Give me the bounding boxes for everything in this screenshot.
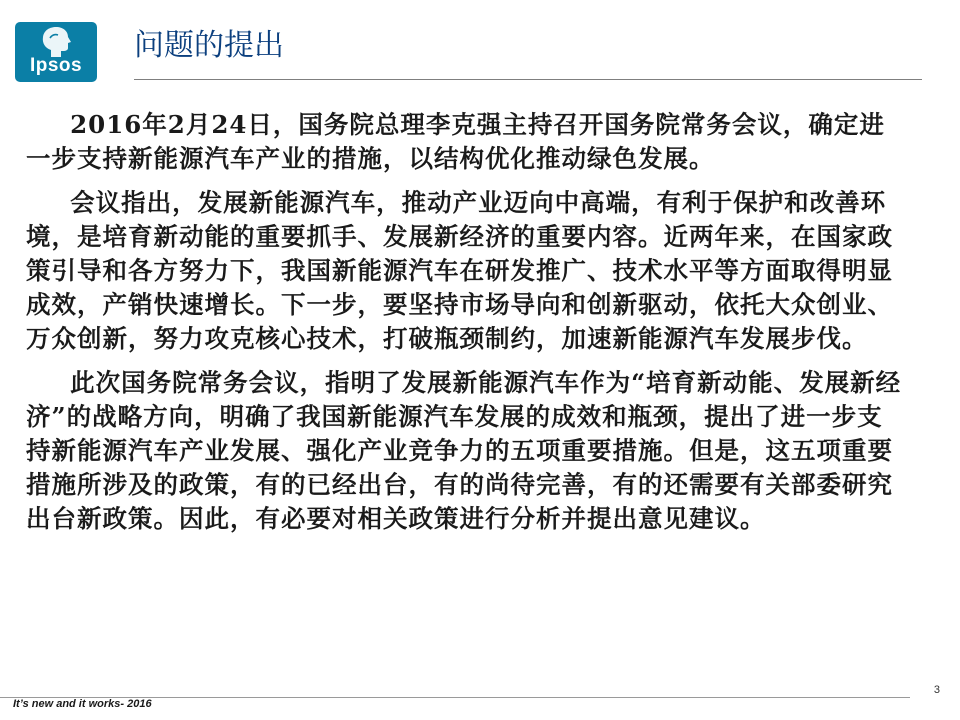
paragraph-1: 2016年2月24日，国务院总理李克强主持召开国务院常务会议，确定进一步支持新能源汽车产业的措施，以结构优化推动绿色发展。 <box>26 110 885 173</box>
slide-body <box>26 108 906 546</box>
title-divider <box>134 79 922 80</box>
ipsos-logo <box>15 22 97 82</box>
page-title: 问题的提出 <box>134 28 284 63</box>
paragraph-3: 此次国务院常务会议，指明了发展新能源汽车作为“培育新动能、发展新经济”的战略方向，明确了我国新能源汽车发展的成效和瓶颈，提出了进一步支持新能源汽车产业发展、强化产业竞争力的五项重要措施。但是，这五项重要措施所涉及的政策，有的已经出台，有的尚待完善，有的还需要有关部委研究出台新政策。因此，有必要对相关政策进行分析并提出意见建议。 <box>26 368 902 533</box>
paragraph-2: 会议指出，发展新能源汽车，推动产业迈向中高端，有利于保护和改善环境，是培育新动能的重要抓手、发展新经济的重要内容。近两年来，在国家政策引导和各方努力下，我国新能源汽车在研发推广、技术水平等方面取得明显成效，产销快速增长。下一步，要坚持市场导向和创新驱动，依托大众创业、万众创新，努力攻克核心技术，打破瓶颈制约，加速新能源汽车发展步伐。 <box>26 188 893 353</box>
logo-wordmark: Ipsos <box>29 55 83 76</box>
footer-tagline: It’s new and it works- 2016 <box>13 698 152 710</box>
page-number: 3 <box>933 684 940 696</box>
head-profile-icon <box>37 26 77 58</box>
